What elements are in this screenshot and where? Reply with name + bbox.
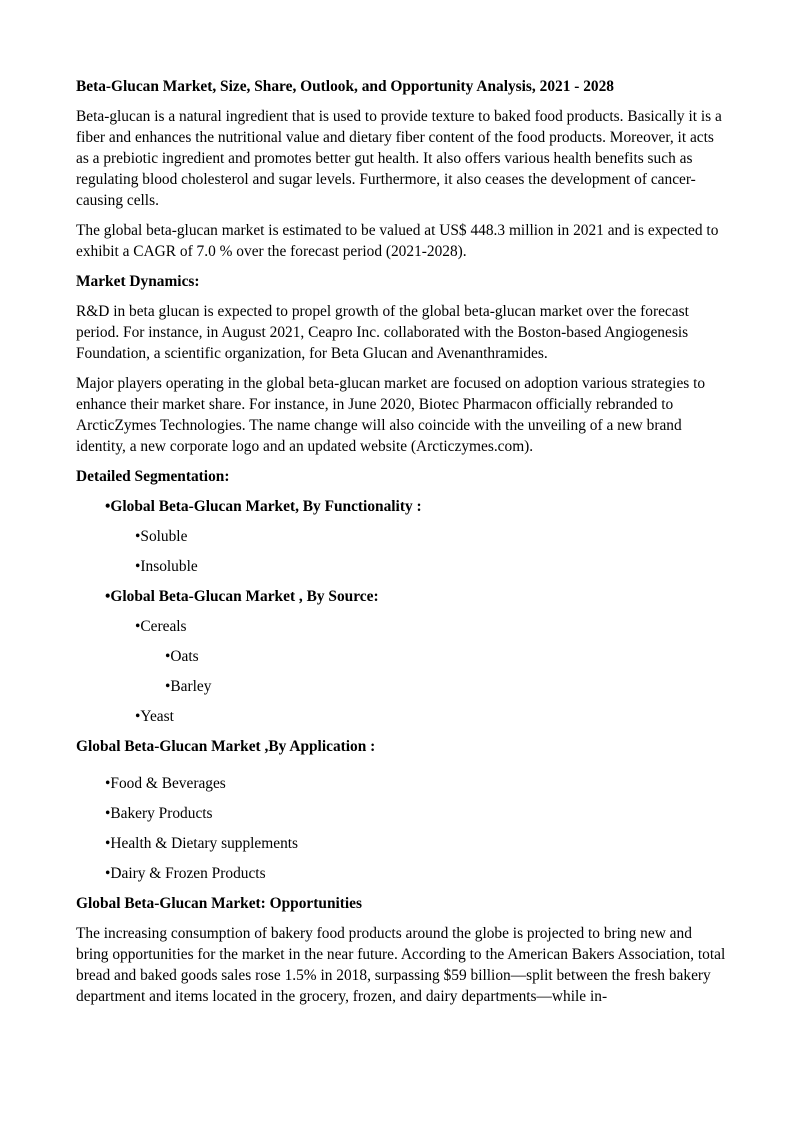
list-item-text: Dairy & Frozen Products [110, 865, 266, 882]
market-dynamics-paragraph: R&D in beta glucan is expected to propel growth of the global beta-glucan market over the forecast period. For instance, in August 2021, Ceapro Inc. collaborated with the Boston-based Angiogenesis Foundation, a scientific organization, for Beta Glucan and Avenanthramides. [76, 303, 689, 362]
list-item-text: Insoluble [140, 558, 198, 575]
list-item-text: Food & Beverages [110, 775, 226, 792]
market-value-paragraph: The global beta-glucan market is estimated to be valued at US$ 448.3 million in 2021 and is expected to exhibit a CAGR of 7.0 % over the forecast period (2021-2028). [76, 222, 719, 260]
bullet-glyph: • [165, 678, 171, 695]
list-item-text: Yeast [140, 708, 174, 725]
bullet-glyph: • [105, 805, 111, 822]
bullet-glyph: • [105, 498, 111, 515]
source-label: Global Beta-Glucan Market , By Source: [110, 588, 379, 605]
list-item [76, 586, 726, 607]
segmentation-heading: Detailed Segmentation: [76, 468, 230, 485]
opportunities-heading: Global Beta-Glucan Market: Opportunities [76, 895, 363, 912]
list-item-text: Oats [170, 648, 199, 665]
bullet-glyph: • [135, 708, 141, 725]
list-item [76, 773, 726, 794]
market-dynamics-heading: Market Dynamics: [76, 273, 200, 290]
list-item-text: Bakery Products [110, 805, 213, 822]
list-item [76, 706, 726, 727]
opportunities-paragraph: The increasing consumption of bakery food products around the globe is projected to bring new and bring opportunities for the market in the near future. According to the American Bakers Association, total bread and baked goods sales rose 1.5% in 2018, surpassing $59 billion—split between the fresh bakery department and items located in the grocery, frozen, and dairy departments—while in- [76, 925, 726, 1005]
document-body [76, 76, 726, 1016]
application-heading: Global Beta-Glucan Market ,By Application : [76, 738, 376, 755]
list-item [76, 833, 726, 854]
bullet-glyph: • [105, 835, 111, 852]
bullet-glyph: • [165, 648, 171, 665]
list-item-text: Cereals [140, 618, 187, 635]
list-item [76, 863, 726, 884]
list-item [76, 556, 726, 577]
intro-paragraph: Beta-glucan is a natural ingredient that is used to provide texture to baked food products. Basically it is a fiber and enhances the nutritional value and dietary fiber content of the food products. Moreover, it acts as a prebiotic ingredient and promotes better gut health. It also offers various health benefits such as regulating blood cholesterol and sugar levels. Furthermore, it also ceases the development of cancer-causing cells. [76, 108, 722, 209]
list-item-text: Health & Dietary supplements [110, 835, 299, 852]
list-item [76, 616, 726, 637]
market-players-paragraph: Major players operating in the global beta-glucan market are focused on adoption various strategies to enhance their market share. For instance, in June 2020, Biotec Pharmacon officially rebranded to ArcticZymes Technologies. The name change will also coincide with the unveiling of a new brand identity, a new corporate logo and an updated website (Arcticzymes.com). [76, 375, 706, 455]
bullet-glyph: • [105, 588, 111, 605]
functionality-label: Global Beta-Glucan Market, By Functionality : [110, 498, 422, 515]
document-title: Beta-Glucan Market, Size, Share, Outlook, and Opportunity Analysis, 2021 - 2028 [76, 78, 615, 95]
bullet-glyph: • [135, 558, 141, 575]
list-item [76, 646, 726, 667]
list-item [76, 526, 726, 547]
list-item [76, 676, 726, 697]
list-item-text: Barley [170, 678, 212, 695]
bullet-glyph: • [105, 775, 111, 792]
bullet-glyph: • [105, 865, 111, 882]
list-item [76, 803, 726, 824]
list-item-text: Soluble [140, 528, 188, 545]
bullet-glyph: • [135, 528, 141, 545]
list-item [76, 496, 726, 517]
bullet-glyph: • [135, 618, 141, 635]
